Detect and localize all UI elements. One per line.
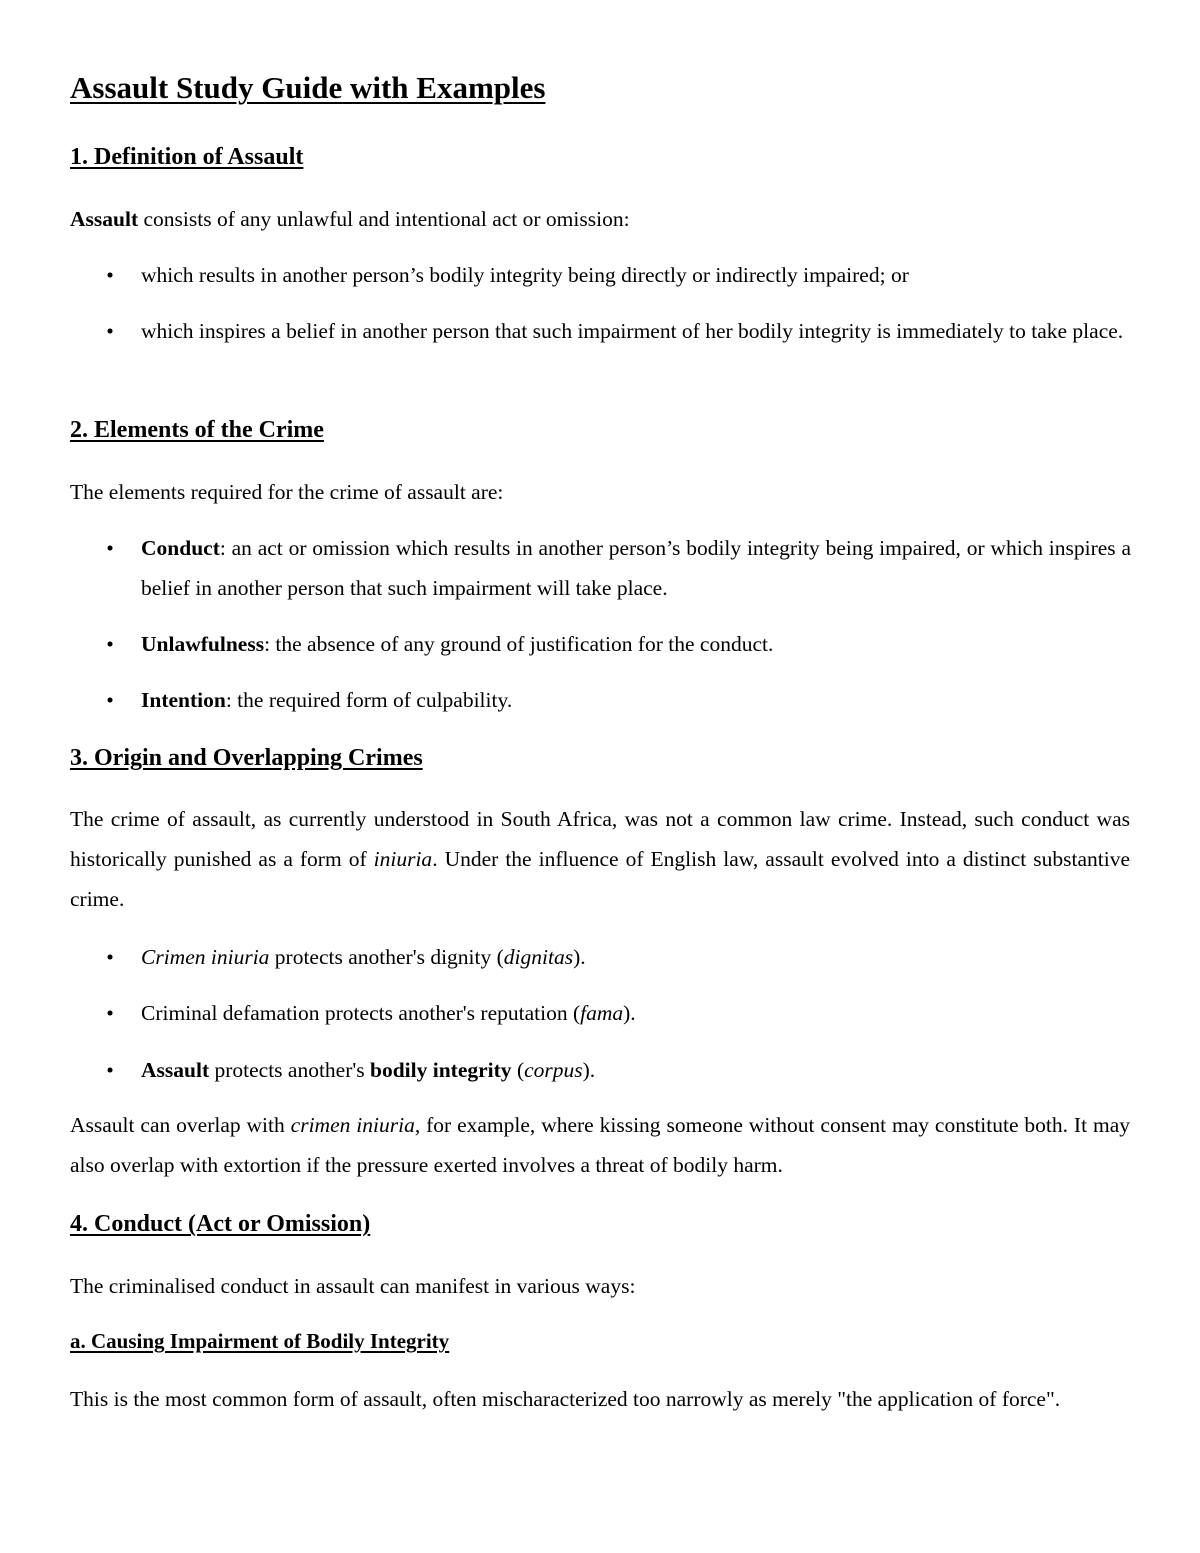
element-text: : the absence of any ground of justification for the conduct. <box>264 632 774 656</box>
list-item-text <box>141 624 1131 664</box>
section-2-intro: The elements required for the crime of assault are: <box>70 480 504 504</box>
list-item-text <box>141 937 1131 977</box>
section-1-intro <box>70 204 630 234</box>
section-4-intro: The criminalised conduct in assault can manifest in various ways: <box>70 1274 636 1298</box>
italic-term: fama <box>580 1001 624 1025</box>
element-text: : the required form of culpability. <box>225 688 513 712</box>
document-title: Assault Study Guide with Examples <box>70 70 546 105</box>
bullet-icon: • <box>106 632 114 656</box>
text-run: ). <box>573 945 586 969</box>
text-run: The crime of assault, as currently understood in South Africa, was not a common law crime. Instead, such conduct was historically punished as a form of <box>70 807 1130 871</box>
bullet-icon: • <box>106 688 114 712</box>
section-1-intro-text: consists of any unlawful and intentional act or omission: <box>138 207 630 231</box>
text-run: protects another's <box>209 1058 371 1082</box>
bullet-icon: • <box>106 1058 114 1082</box>
section-4-heading: 4. Conduct (Act or Omission) <box>70 1211 371 1237</box>
text-run: Assault can overlap with <box>70 1113 291 1137</box>
italic-term: iniuria <box>373 847 433 871</box>
section-1-heading: 1. Definition of Assault <box>70 144 304 170</box>
text-run: ( <box>511 1058 525 1082</box>
text-run: , for example, where kissing someone without consent may constitute both. It may also overlap with extortion if the pressure exerted involves a threat of bodily harm. <box>70 1113 1130 1177</box>
subsection-a-paragraph: This is the most common form of assault, often mischaracterized too narrowly as merely "the application of force". <box>70 1387 1061 1411</box>
italic-term: corpus <box>524 1058 583 1082</box>
text-run: Criminal defamation protects another's reputation ( <box>141 1001 581 1025</box>
subsection-a-heading: a. Causing Impairment of Bodily Integrity <box>70 1329 450 1353</box>
text-run: protects another's dignity ( <box>269 945 504 969</box>
list-item-text: which inspires a belief in another person that such impairment of her bodily integrity is immediately to take place. <box>141 319 1124 343</box>
bullet-icon: • <box>106 319 114 343</box>
list-item-text: which results in another person’s bodily integrity being directly or indirectly impaired; or <box>141 263 909 287</box>
section-3-paragraph-2 <box>70 1105 1130 1185</box>
section-3-paragraph-1 <box>70 799 1130 919</box>
bold-term: bodily integrity <box>370 1058 512 1082</box>
list-item-text <box>141 680 1131 720</box>
italic-term: Crimen iniuria <box>141 945 270 969</box>
italic-term: crimen iniuria <box>290 1113 415 1137</box>
text-run: . Under the influence of English law, assault evolved into a distinct substantive crime. <box>70 847 1130 911</box>
bullet-icon: • <box>106 536 114 560</box>
text-run: ). <box>623 1001 636 1025</box>
element-label-conduct: Conduct <box>141 536 220 560</box>
bullet-icon: • <box>106 945 114 969</box>
section-2-heading: 2. Elements of the Crime <box>70 417 324 443</box>
list-item-text <box>141 993 1131 1033</box>
element-label-unlawfulness: Unlawfulness <box>141 632 265 656</box>
section-3-heading: 3. Origin and Overlapping Crimes <box>70 745 423 771</box>
bullet-icon: • <box>106 263 114 287</box>
list-item-text <box>141 1050 1131 1090</box>
italic-term: dignitas <box>503 945 574 969</box>
element-text: : an act or omission which results in another person’s bodily integrity being impaired, or which inspires a belief in another person that such impairment will take place. <box>141 536 1131 600</box>
bullet-icon: • <box>106 1001 114 1025</box>
text-run: ). <box>582 1058 596 1082</box>
bold-term: Assault <box>141 1058 210 1082</box>
list-item-text <box>141 528 1131 608</box>
assault-term: Assault <box>70 207 139 231</box>
element-label-intention: Intention <box>141 688 226 712</box>
